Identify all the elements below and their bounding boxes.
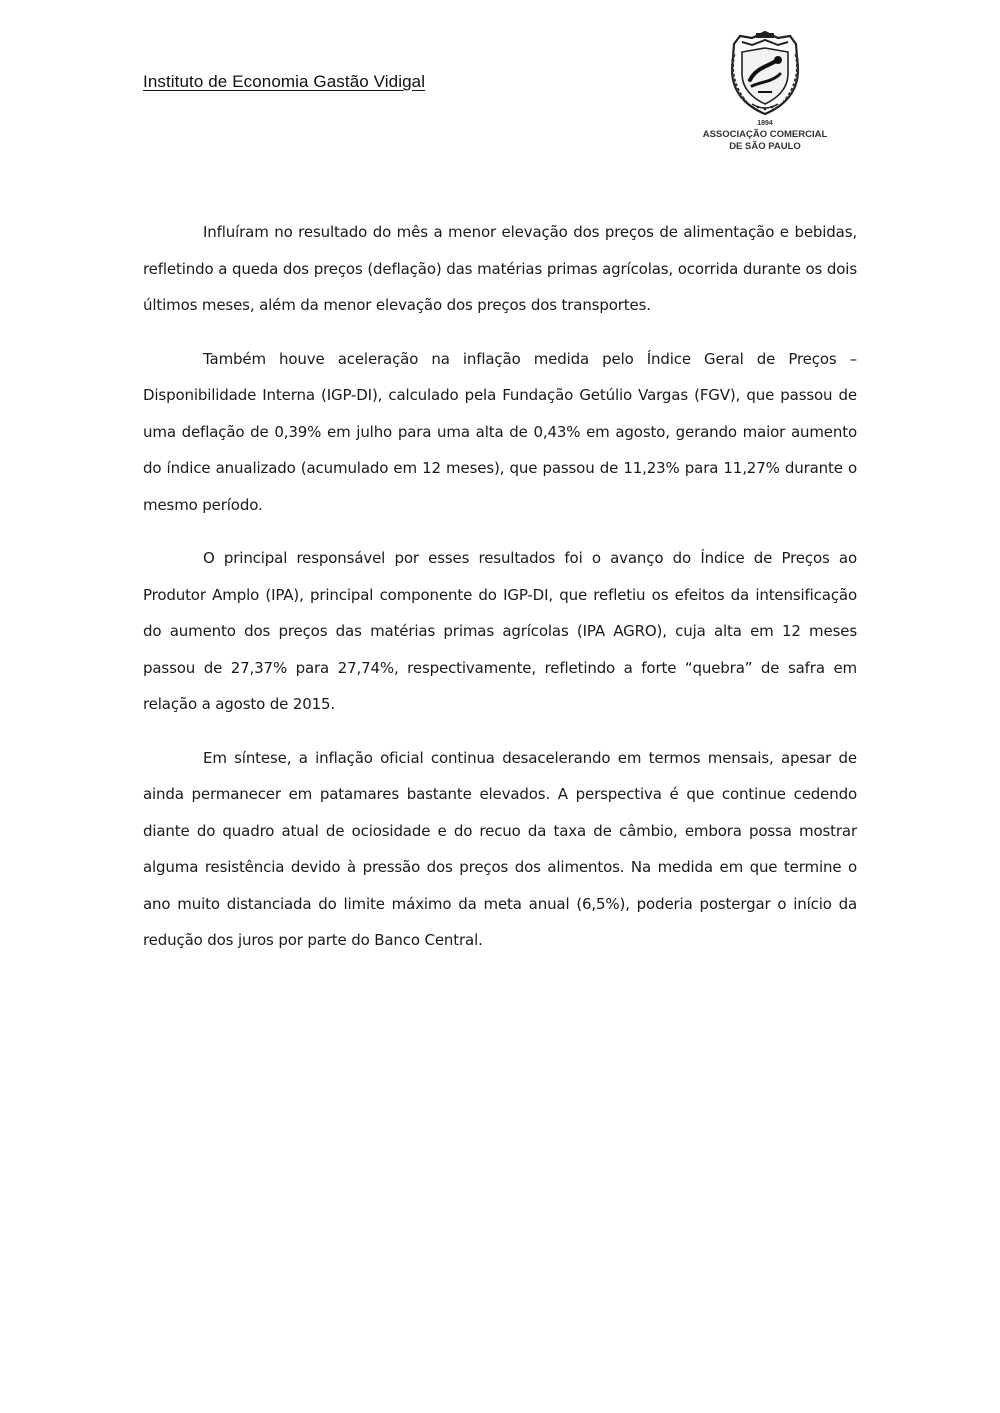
logo-name [690,129,840,153]
paragraph-4: Em síntese, a inflação oficial continua desacelerando em termos mensais, apesar de ainda permanecer em patamares bastante elevados. A perspectiva é que continue cedendo diante do quadro atual de ociosidade e do recuo da taxa de câmbio, embora possa mostrar alguma resistência devido à pressão dos preços dos alimentos. Na medida em que termine o ano muito distanciada do limite máximo da meta anual (6,5%), poderia postergar o início da redução dos juros por parte do Banco Central. [143,748,857,949]
paragraph-1: Influíram no resultado do mês a menor elevação dos preços de alimentação e bebidas, refletindo a queda dos preços (deflação) das matérias primas agrícolas, ocorrida durante os dois últimos meses, além da menor elevação dos preços dos transportes. [143,223,857,314]
institute-title: Instituto de Economia Gastão Vidigal [143,72,426,91]
acsp-logo [690,30,840,155]
document-body [143,214,857,976]
paragraph-2: Também houve aceleração na inflação medida pelo Índice Geral de Preços – Disponibilidade Interna (IGP-DI), calculado pela Fundação Getúlio Vargas (FGV), que passou de uma deflação de 0,39% em julho para uma alta de 0,43% em agosto, gerando maior aumento do índice anualizado (acumulado em 12 meses), que passou de 11,23% para 11,27% durante o mesmo período. [143,349,857,514]
logo-name-line-1: ASSOCIAÇÃO COMERCIAL [702,129,828,140]
paragraph-3: O principal responsável por esses resultados foi o avanço do Índice de Preços ao Produtor Amplo (IPA), principal componente do IGP-DI, que refletiu os efeitos da intensificação do aumento dos preços das matérias primas agrícolas (IPA AGRO), cuja alta em 12 meses passou de 27,37% para 27,74%, respectivamente, refletindo a forte “quebra” de safra em relação a agosto de 2015. [143,549,857,713]
acsp-shield-emblem-icon [728,30,802,120]
logo-name-line-2: DE SÃO PAULO [729,141,801,152]
logo-year: 1894 [757,120,773,127]
